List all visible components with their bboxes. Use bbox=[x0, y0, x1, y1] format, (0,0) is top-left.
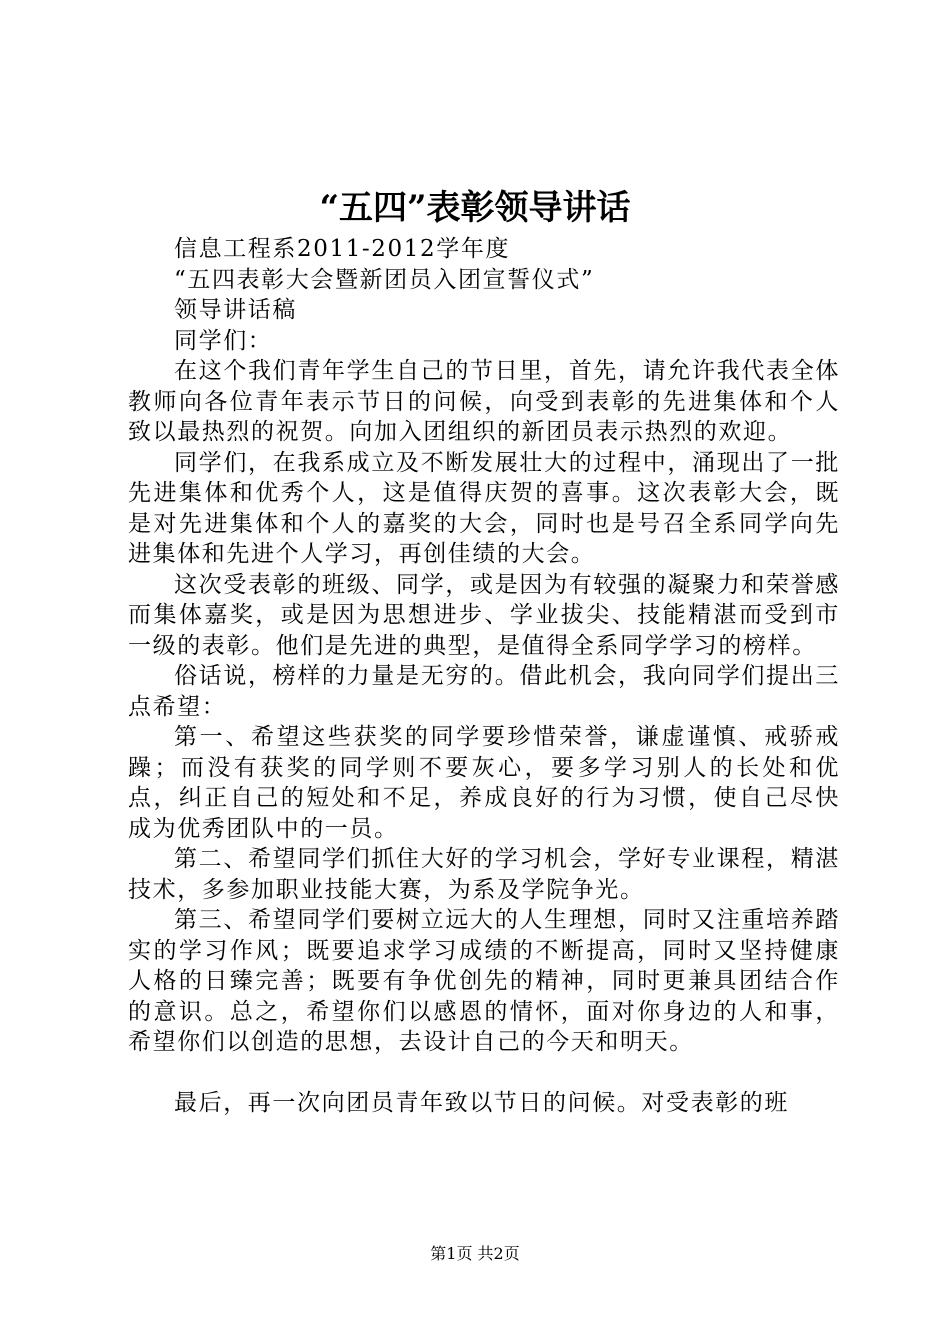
document-title: “五四”表彰领导讲话 bbox=[319, 188, 631, 228]
page-number-footer: 第1页 共2页 bbox=[430, 1244, 520, 1263]
paragraph-hopes-intro: 俗话说，榜样的力量是无穷的。借此机会，我向同学们提出三点希望： bbox=[128, 663, 840, 720]
paragraph-congratulation: 同学们，在我系成立及不断发展壮大的过程中，涌现出了一批先进集体和优秀个人，这是值得庆贺的喜事。这次表彰大会，既是对先进集体和个人的嘉奖的大会，同时也是号召全系同学向先进集体和先进个人学习，再创佳绩的大会。 bbox=[128, 449, 840, 567]
paragraph-salutation: 同学们： bbox=[174, 327, 273, 354]
paragraph-department-year: 信息工程系2011-2012学年度 bbox=[174, 236, 511, 262]
paragraph-hope-first: 第一、希望这些获奖的同学要珍惜荣誉，谦虚谨慎、戒骄戒躁；而没有获奖的同学则不要灰心，要多学习别人的长处和优点，纠正自己的短处和不足，养成良好的行为习惯，使自己尽快成为优秀团队中的一员。 bbox=[128, 724, 840, 842]
paragraph-honorees: 这次受表彰的班级、同学，或是因为有较强的凝聚力和荣誉感而集体嘉奖，或是因为思想进步、学业拔尖、技能精湛而受到市一级的表彰。他们是先进的典型，是值得全系同学学习的榜样。 bbox=[128, 571, 840, 659]
paragraph-event-name: “五四表彰大会暨新团员入团宣誓仪式” bbox=[174, 266, 595, 293]
paragraph-hope-third: 第三、希望同学们要树立远大的人生理想，同时又注重培养踏实的学习作风；既要追求学习成绩的不断提高，同时又坚持健康人格的日臻完善；既要有争优创先的精神，同时更兼具团结合作的意识。总之，希望你们以感恩的情怀，面对你身边的人和事，希望你们以创造的思想，去设计自己的今天和明天。 bbox=[128, 907, 840, 1055]
paragraph-hope-second: 第二、希望同学们抓住大好的学习机会，学好专业课程，精湛技术，多参加职业技能大赛，为系及学院争光。 bbox=[128, 846, 840, 903]
paragraph-greeting: 在这个我们青年学生自己的节日里，首先，请允许我代表全体教师向各位青年表示节日的问候，向受到表彰的先进集体和个人致以最热烈的祝贺。向加入团组织的新团员表示热烈的欢迎。 bbox=[128, 358, 840, 445]
document-body bbox=[128, 234, 840, 1118]
paragraph-closing: 最后，再一次向团员青年致以节日的问候。对受表彰的班 bbox=[174, 1089, 789, 1116]
paragraph-speech-label: 领导讲话稿 bbox=[174, 297, 297, 323]
